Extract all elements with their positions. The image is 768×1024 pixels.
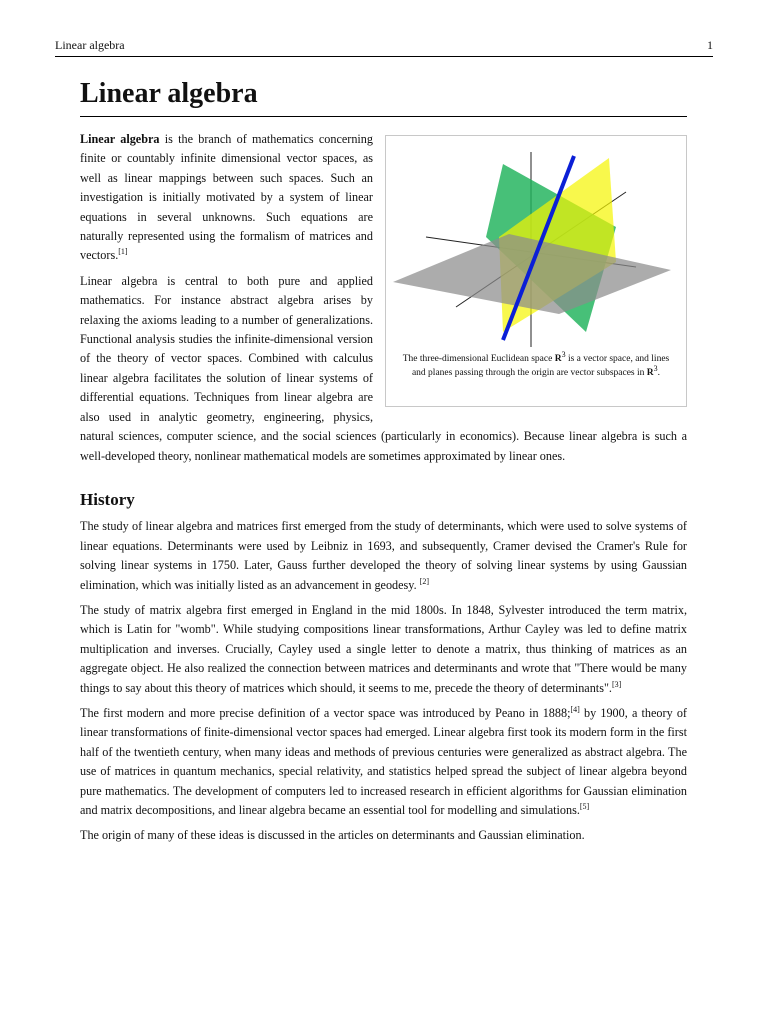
running-title: Linear algebra xyxy=(55,38,125,52)
page-title: Linear algebra xyxy=(80,78,687,117)
history-paragraph-2 xyxy=(80,601,687,698)
subspaces-illustration xyxy=(391,142,681,352)
figure-box xyxy=(385,135,687,407)
caption-text: The three-dimensional Euclidean space xyxy=(402,354,555,364)
caption-exponent: 3 xyxy=(561,349,566,359)
caption-text: . xyxy=(657,368,661,378)
history-paragraph-3 xyxy=(80,704,687,820)
page-number: 1 xyxy=(707,38,713,52)
article-body xyxy=(80,130,687,852)
section-heading-history: History xyxy=(80,489,135,509)
paragraph-text: is the branch of mathematics concerning finite or countably infinite dimensional vector spaces, as well as linear mappings between such spaces. Such an investigation is initially motivated by a system of linear equations in several unknowns. Such equations are naturally represented using the formalism of matrices and vectors. xyxy=(80,132,373,263)
gray-plane xyxy=(393,234,671,314)
caption-text: is a vector space, and lines and planes passing through the origin are vector subspaces in xyxy=(411,354,670,378)
paragraph-text: by 1900, a theory of linear transformations of finite-dimensional vector spaces had emerged. Linear algebra first took its modern form in the first half of the twentieth century, when many ideas and methods of previous centuries were generalized as abstract algebra. The use of matrices in quantum mechanics, special relativity, and statistics helped spread the subject of linear algebra beyond pure mathematics. The development of computers led to increased research in efficient algorithms for Gaussian elimination and matrix decompositions, and linear algebra became an essential tool for modelling and simulations. xyxy=(80,705,687,817)
caption-symbol: R xyxy=(554,354,562,364)
reference-link[interactable]: [5] xyxy=(579,801,590,811)
history-paragraph-4: The origin of many of these ideas is discussed in the articles on determinants and Gaussian elimination. xyxy=(80,828,585,843)
history-paragraph-1 xyxy=(80,517,687,595)
reference-link[interactable]: [1] xyxy=(118,247,128,257)
paragraph-text: The study of matrix algebra first emerged in England in the mid 1800s. In 1848, Sylvester introduced the term matrix, which is Latin for "womb". While studying compositions linear transformations, Arthur Cayley was led to define matrix multiplication and inverses. Crucially, Cayley used a single letter to denote a matrix, thus thinking of matrices as an aggregate object. He also realized the connection between matrices and determinants and wrote that "There would be many things to say about this theory of matrices which should, it seems to me, precede the theory of determinants". xyxy=(80,602,687,695)
reference-link[interactable]: [4] xyxy=(570,704,580,714)
intro-paragraph-2: Linear algebra is central to both pure and applied mathematics. For instance abstract algebra arises by relaxing the axioms leading to a number of generalizations. Functional analysis studies the infinite-dimensional version of the theory of vector spaces. Combined with calculus linear algebra facilitates the solution of linear systems of differential equations. Techniques from linear algebra are also used in analytic geometry, engineering, physics, natural sciences, computer science, and the social sciences (particularly in economics). Because linear algebra is such a well-developed theory, nonlinear mathematical models are sometimes approximated by linear ones. xyxy=(80,273,687,463)
bold-term: Linear algebra xyxy=(80,132,160,146)
caption-exponent: 3 xyxy=(653,363,658,373)
caption-symbol: R xyxy=(646,368,654,378)
reference-link[interactable]: [3] xyxy=(611,679,622,689)
paragraph-text: The first modern and more precise definition of a vector space was introduced by Peano in 1888; xyxy=(80,705,571,720)
running-header xyxy=(55,38,713,57)
paragraph-text: The study of linear algebra and matrices first emerged from the study of determinants, which were used to solve systems of linear equations. Determinants were used by Leibniz in 1693, and subsequently, Cramer devised the Cramer's Rule for solving linear systems in 1750. Later, Gauss further developed the theory of solving linear systems by using Gaussian elimination, which was initially listed as an advancement in geodesy. xyxy=(80,519,687,592)
figure-caption xyxy=(386,349,686,380)
reference-link[interactable]: [2] xyxy=(419,576,430,586)
